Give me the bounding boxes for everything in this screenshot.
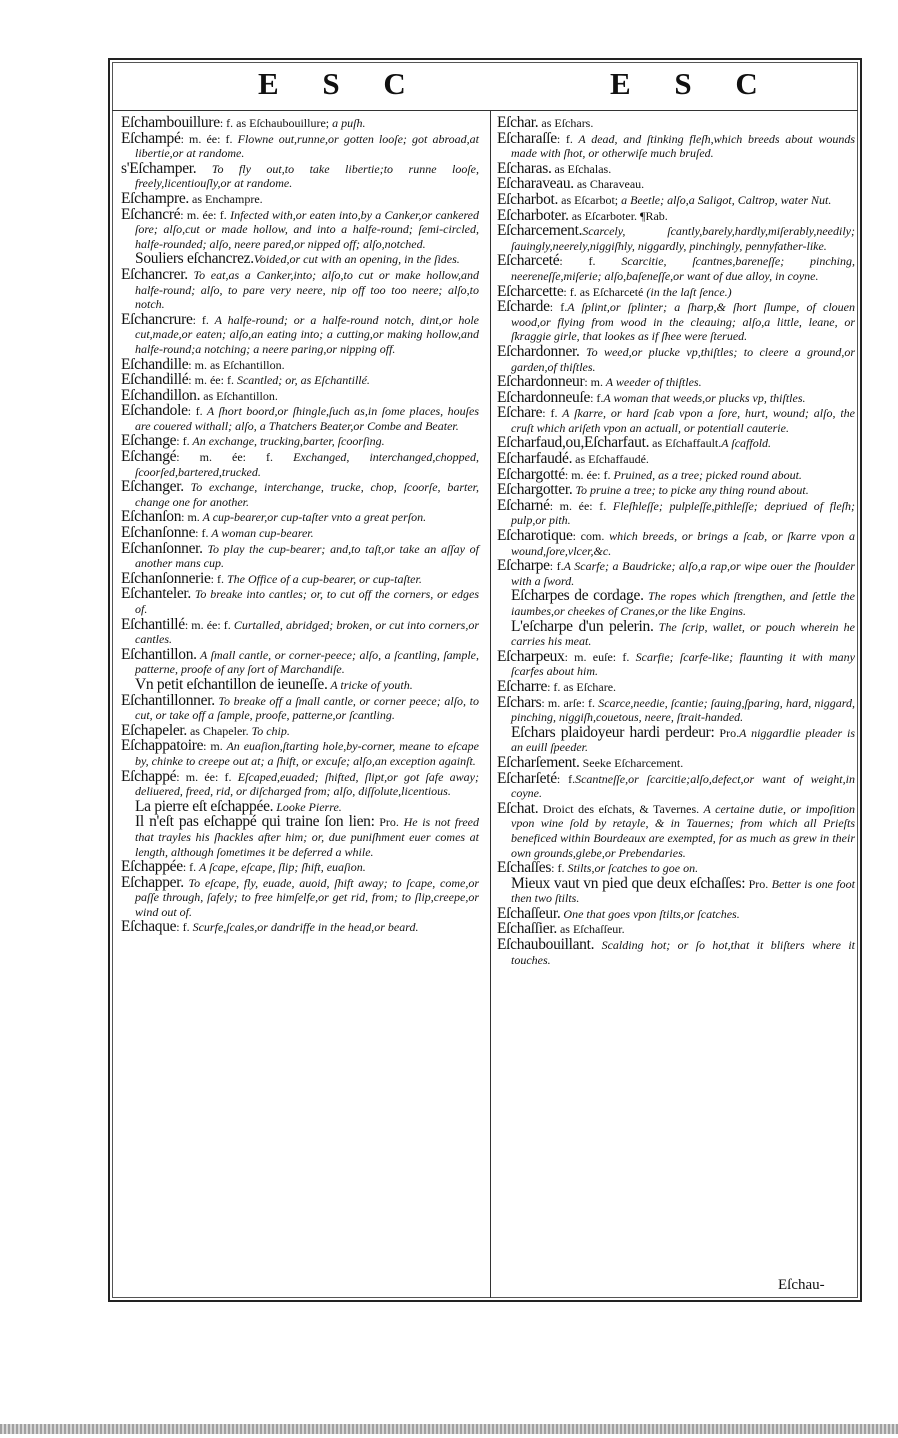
grammar-note: : f. — [549, 559, 564, 574]
definition: (in the laſt ſence.) — [643, 284, 732, 299]
dictionary-entry — [497, 617, 856, 649]
headword: Mieux vaut vn pied que deux eſchaſſes: — [511, 874, 746, 892]
definition: A ſplint,or ſplinter; a ſharp,& ſhort ſlumpe, of clouen wood,or flying from wood in the cleauing; alſo,a little, leane, or ſkraggie girle, that lookes as if ſhee were ſterued. — [511, 300, 855, 344]
headword: Eſchars plaidoyeur hardi perdeur: — [511, 723, 715, 741]
dictionary-entry — [497, 190, 855, 208]
definition: Scantled; or, as Eſchantillé. — [233, 373, 370, 388]
definition: A halfe-round; or a halfe-round notch, dint,or hole cut,made,or eaten; alſo,an eating into; a cutting,or making hollow,and halfe-round;a notching; a neere paring,or nipping off. — [135, 312, 479, 356]
dictionary-entry — [121, 569, 479, 587]
definition: Looke Pierre. — [273, 799, 342, 814]
headword: Eſcharde — [497, 298, 550, 316]
headword: Eſchaubouillant. — [497, 936, 595, 954]
definition: A Scarfe; a Baudricke; alſo,a rap,or wipe ouer the ſhoulder with a ſword. — [511, 559, 855, 588]
dictionary-entry — [121, 920, 479, 935]
headword: Eſchaque — [121, 918, 177, 936]
grammar-note: : f. — [195, 526, 209, 541]
grammar-note: : f. as Eſcharceté — [563, 284, 644, 299]
definition: A niggardlie pleader is an euill ſpeeder. — [511, 725, 855, 755]
right-column — [497, 116, 855, 968]
headword: Eſchardonner. — [497, 342, 580, 360]
headword: Eſchardonneuſe — [497, 388, 591, 406]
dictionary-entry — [497, 452, 855, 467]
grammar-note: as Chapeler. — [186, 723, 249, 738]
definition: To weed,or plucke vp,thiſtles; to cleere a ground,or garden,of thiſtles. — [511, 344, 855, 374]
header-rule — [112, 110, 858, 111]
dictionary-entry — [497, 861, 855, 876]
headword: Eſchancré — [121, 205, 181, 223]
grammar-note: as Eſcarboter. ¶Rab. — [568, 208, 668, 223]
dictionary-entry — [121, 691, 479, 723]
dictionary-entry — [121, 252, 479, 267]
dictionary-entry — [121, 265, 479, 312]
definition: To chip. — [248, 723, 290, 738]
headword: Eſchampé — [121, 129, 181, 147]
headword: Eſchanteler. — [121, 585, 191, 603]
grammar-note: : m. arſe: f. — [541, 695, 595, 710]
dictionary-entry — [121, 873, 479, 920]
definition: A dead, and ſtinking fleſh,which breeds about wounds made with ſhot, or otherwiſe much bruſed. — [511, 131, 855, 161]
dictionary-entry — [497, 300, 855, 344]
headword: s'Eſchamper. — [121, 159, 197, 177]
grammar-note: : m. ée: f. — [180, 207, 227, 222]
definition: Scarce,needie, ſcantie; ſauing,ſparing, hard, niggard, pinching, niggiſh,couetous, neere, ſtrait-handed. — [511, 695, 855, 725]
definition: Scarcitie, ſcantnes,bareneſſe; pinching, neereneſſe,miſerie; alſo,baſeneſſe,or want of due alloy, in coyne. — [511, 254, 855, 283]
grammar-note: as Charaveau. — [573, 177, 645, 192]
definition: a puſh. — [329, 116, 366, 130]
definition: A cup-bearer,or cup-taſter vnto a great perſon. — [199, 510, 427, 525]
dictionary-entry — [121, 587, 479, 616]
grammar-note: : m. ée: f. — [564, 467, 611, 482]
dictionary-entry — [121, 645, 479, 677]
column-rule — [490, 110, 491, 1298]
headword: Eſcharboter. — [497, 206, 569, 224]
grammar-note: as Eſchars. — [538, 116, 594, 130]
headword: Eſchanſonne — [121, 524, 196, 542]
definition: Scantneſſe,or ſcarcitie;alſo,defect,or want of weight,in coyne. — [511, 771, 855, 801]
dictionary-entry — [497, 406, 855, 435]
dictionary-entry — [121, 797, 479, 815]
headword: Eſchampre. — [121, 189, 190, 207]
dictionary-entry — [497, 922, 855, 937]
dictionary-entry — [497, 177, 855, 192]
headword: Eſchapper. — [121, 873, 184, 891]
headword: Eſcharcette — [497, 282, 564, 300]
dictionary-entry — [497, 799, 855, 860]
headword: Eſchanſonner. — [121, 539, 203, 557]
definition: A ſmall cantle, or corner-peece; alſo, a ſcantling, ſample, patterne, proofe of any ſort of Marchandiſe. — [135, 647, 479, 677]
headword: Vn petit eſchantillon de ieuneſſe. — [135, 675, 328, 693]
grammar-note: : f. — [176, 920, 190, 935]
definition: which breeds, or brings a ſcab, or ſkarre vpon a wound,ſore,vlcer,&c. — [511, 529, 855, 558]
dictionary-entry — [497, 693, 855, 725]
grammar-note: as Eſcarbot; — [558, 192, 619, 207]
definition: a Beetle; alſo,a Saligot, Caltrop, water Nut. — [618, 192, 832, 207]
dictionary-entry — [497, 465, 855, 483]
grammar-note: : m. ée: f. — [188, 373, 234, 388]
grammar-note: : f. — [542, 406, 558, 421]
grammar-note: as Enchampre. — [189, 191, 263, 206]
dictionary-entry — [497, 753, 855, 771]
headword: Eſchantillé — [121, 615, 185, 633]
headword: Eſchandille — [121, 355, 189, 373]
definition: To breake into cantles; or, to cut off the corners, or edges of. — [135, 587, 479, 616]
grammar-note: Pro. — [714, 725, 740, 740]
headword: Eſchargotté — [497, 465, 565, 483]
headword: Eſchange — [121, 432, 177, 450]
catchword: Eſchau- — [778, 1277, 825, 1293]
grammar-note: : m. ée: f. — [180, 131, 233, 146]
headword: Eſchappée — [121, 858, 183, 876]
definition: A ſcaffold. — [721, 436, 772, 451]
definition: To eſcape, fly, euade, auoid, ſhift away; to ſcape, come,or paſſe through, ſafely; to free himſelfe,or get rid, from; to ſlip,creepe,or wind out of. — [135, 875, 479, 919]
grammar-note: Pro. — [374, 815, 399, 830]
definition: A ſkarre, or hard ſcab vpon a ſore, hurt, wound; alſo, the cruſt which ariſeth vpon an actuall, or potentiall cauterie. — [511, 406, 855, 435]
headword: Eſchaſſes — [497, 859, 552, 877]
definition: A weeder of thiſtles. — [603, 375, 702, 390]
dictionary-entry — [497, 589, 855, 618]
definition: Curtalled, abridged; broken, or cut into corners,or cantles. — [135, 617, 479, 647]
dictionary-entry — [497, 206, 855, 224]
headword: Eſchanſon — [121, 508, 182, 526]
headword: Eſcharbot. — [497, 190, 559, 208]
headword: Eſcharſement. — [497, 753, 580, 771]
dictionary-entry — [497, 129, 855, 161]
dictionary-entry — [121, 615, 479, 647]
headword: Eſchapeler. — [121, 721, 187, 739]
headword: Eſchantillonner. — [121, 691, 215, 709]
definition: A woman that weeds,or plucks vp, thiſtles. — [603, 390, 806, 405]
dictionary-entry — [497, 529, 855, 558]
definition: To fly out,to take libertie;to runne looſe, freely,licentiouſly,or at randome. — [135, 161, 479, 191]
dictionary-entry — [497, 116, 855, 131]
dictionary-entry — [121, 675, 479, 693]
definition: He is not freed that trayles his ſhackles after him; or, due puniſhment euer comes at length, although ſometimes it be deferred a while. — [135, 815, 479, 859]
definition: One that goes vpon ſtilts,or ſcatches. — [560, 906, 740, 921]
headword: Eſcharfaud,ou,Eſcharfaut. — [497, 434, 650, 452]
definition: To exchange, interchange, trucke, chop, ſcoorſe, barter, change one for another. — [135, 480, 479, 509]
definition: Scurfe,ſcales,or dandriffe in the head,or beard. — [189, 920, 419, 935]
scan-edge — [0, 1424, 898, 1434]
definition: Exchanged, interchanged,chopped, ſcoorſed,bartered,trucked. — [135, 450, 479, 479]
dictionary-entry — [121, 404, 479, 433]
headword: Eſchanger. — [121, 478, 184, 496]
dictionary-entry — [497, 388, 855, 406]
headword: Eſcharpe — [497, 557, 550, 575]
grammar-note: : f. — [182, 860, 197, 875]
headword: L'eſcharpe d'un pelerin. — [511, 617, 654, 635]
dictionary-entry — [121, 205, 479, 252]
definition: Pruined, as a tree; picked round about. — [610, 467, 802, 482]
dictionary-entry — [121, 510, 479, 525]
definition: Stilts,or ſcatches to goe on. — [564, 861, 699, 876]
headword: Eſcharpes de cordage. — [511, 587, 644, 605]
grammar-note: as Eſchalas. — [551, 161, 612, 176]
grammar-note: : m. ée: f. — [176, 450, 274, 465]
grammar-note: : m. euſe: f. — [564, 649, 630, 664]
definition: Scalding hot; or ſo hot,that it bliſters where it touches. — [511, 938, 855, 967]
definition: A ſcape, eſcape, ſlip; ſhift, euaſion. — [196, 860, 366, 875]
dictionary-entry — [121, 539, 479, 571]
running-head-left: E S C — [258, 66, 424, 101]
dictionary-entry — [121, 480, 479, 509]
grammar-note: Pro. — [745, 876, 769, 891]
dictionary-entry — [121, 721, 479, 739]
grammar-note: : f. — [551, 861, 565, 876]
grammar-note: : f. — [210, 571, 224, 586]
headword: Eſchanſonnerie — [121, 569, 211, 587]
grammar-note: : f. as Eſchaubouillure; — [219, 116, 330, 130]
headword: Eſcharpeux — [497, 647, 565, 665]
grammar-note: Droict des eſchats, & Tavernes. — [538, 801, 700, 816]
definition: To eat,as a Canker,into; alſo,to cut or make hollow,and halfe-round; alſo, to pare very neere, nip off too too neere; alſo,to notch. — [135, 267, 479, 312]
grammar-note: : f. — [556, 771, 576, 786]
grammar-note: as Eſchantillon. — [200, 388, 278, 403]
headword: Eſcharceté — [497, 252, 560, 270]
dictionary-entry — [497, 496, 855, 528]
dictionary-entry — [497, 723, 855, 755]
headword: Eſchaſſier. — [497, 920, 557, 938]
running-head-right: E S C — [610, 66, 776, 101]
headword: Eſchat. — [497, 799, 539, 817]
definition: To pruine a tree; to picke any thing round about. — [572, 483, 809, 498]
grammar-note: : f. — [590, 390, 604, 405]
dictionary-entry — [121, 767, 479, 799]
definition: Infected with,or eaten into,by a Canker,or cankered ſore; alſo,cut or made hollow, and into a halfe-round; ſemi-circled, halfe-rounded; alſo, neere pared,or nipped off; alſo,notched. — [135, 207, 479, 251]
definition: Flowne out,runne,or gotten looſe; got abroad,at libertie,or at randome. — [135, 131, 479, 161]
dictionary-entry — [497, 282, 855, 300]
dictionary-entry — [121, 815, 479, 859]
definition: The ſcrip, wallet, or pouch wherein he carries his meat. — [511, 619, 856, 649]
definition: A ſhort boord,or ſhingle,ſuch as,in ſome places, houſes are couered withall; alſo, a Thatchers Beater,or Combe and Beater. — [135, 404, 479, 433]
grammar-note: : f. as Eſchare. — [547, 679, 617, 694]
headword: Eſchantillon. — [121, 645, 197, 663]
grammar-note: : f. — [559, 254, 596, 269]
dictionary-entry — [497, 938, 855, 967]
dictionary-entry — [497, 342, 855, 374]
headword: Eſcharaveau. — [497, 175, 574, 193]
definition: A certaine dutie, or impoſition vpon wine ſold by retayle, & in Tauernes; from which all Prieſts beneficed within Bourdeaux are exempted, for as much as grew in their own grounds,glebe,or Prebendaries. — [511, 801, 855, 860]
headword: Eſchappé — [121, 767, 177, 785]
headword: Il n'eſt pas eſchappé qui traine ſon lien: — [135, 813, 375, 831]
grammar-note: : m. ée: f. — [184, 617, 231, 632]
headword: Eſcharfaudé. — [497, 450, 573, 468]
grammar-note: : f. — [176, 434, 190, 449]
dictionary-entry — [497, 254, 855, 283]
headword: Eſcharné — [497, 496, 550, 514]
headword: Eſchar. — [497, 114, 539, 131]
headword: Eſchardonneur — [497, 373, 585, 391]
headword: Eſcharre — [497, 677, 548, 695]
dictionary-entry — [497, 647, 855, 679]
headword: Eſchargotter. — [497, 481, 573, 499]
dictionary-entry — [121, 739, 479, 768]
dictionary-entry — [497, 559, 855, 588]
grammar-note: : com. — [572, 529, 605, 544]
dictionary-entry — [497, 769, 855, 801]
definition: The ropes which ſtrengthen, and ſettle the iaumbes,or cheekes of Cranes,or the like Engins. — [511, 589, 855, 618]
grammar-note: : f. — [192, 312, 209, 327]
dictionary-entry — [121, 116, 479, 131]
grammar-note: : m. — [203, 739, 223, 754]
definition: A tricke of youth. — [327, 677, 413, 692]
definition: An exchange, trucking,barter, ſcoorſing. — [189, 434, 385, 449]
grammar-note: as Eſchaffaudé. — [572, 452, 649, 467]
grammar-note: : m. ée: f. — [549, 498, 607, 513]
headword: Eſchandillé — [121, 371, 189, 389]
definition: A woman cup-bearer. — [208, 526, 314, 541]
headword: Eſcharas. — [497, 159, 552, 177]
dictionary-entry — [121, 129, 479, 161]
dictionary-entry — [121, 355, 479, 373]
dictionary-entry — [121, 526, 479, 541]
dictionary-entry — [121, 159, 479, 191]
definition: Scarcely, ſcantly,barely,hardly,miſerably,needily; ſauingly,neerely,niggiſhly, niggardly, pinchingly, pennyfather-like. — [511, 224, 855, 253]
grammar-note: Seeke Eſcharcement. — [579, 755, 684, 770]
grammar-note: : m. — [181, 510, 200, 525]
dictionary-entry — [121, 386, 479, 404]
definition: Voided,or cut with an opening, in the ſides. — [253, 252, 460, 267]
dictionary-entry — [121, 450, 479, 479]
headword: Eſchars — [497, 693, 542, 711]
dictionary-entry — [121, 373, 479, 388]
headword: Eſcharotique — [497, 527, 573, 545]
dictionary-entry — [497, 224, 855, 253]
dictionary-entry — [121, 189, 479, 207]
dictionary-entry — [497, 483, 855, 498]
headword: Eſchaſſeur. — [497, 904, 561, 922]
headword: Eſcharaſſe — [497, 129, 557, 147]
headword: Eſchandole — [121, 402, 188, 420]
dictionary-entry — [497, 375, 855, 390]
grammar-note: : m. — [584, 375, 604, 390]
headword: Eſchancrer. — [121, 265, 188, 283]
dictionary-entry — [121, 310, 479, 357]
grammar-note: : f. — [556, 131, 573, 146]
grammar-note: as Eſchaffault. — [649, 436, 722, 451]
headword: La pierre eſt eſchappée. — [135, 797, 274, 815]
definition: To breake off a ſmall cantle, or corner peece; alſo, to cut, or take off a ſample, proofe, patterne,or ſcantling. — [135, 693, 479, 723]
headword: Eſchare — [497, 404, 543, 422]
headword: Eſchandillon. — [121, 386, 201, 404]
headword: Souliers eſchancrez. — [135, 250, 254, 268]
grammar-note: as Eſchaſſeur. — [556, 922, 625, 937]
headword: Eſcharſeté — [497, 769, 557, 787]
headword: Eſchancrure — [121, 310, 193, 328]
grammar-note: : f. — [549, 300, 568, 315]
definition: The Office of a cup-bearer, or cup-taſter. — [223, 571, 422, 586]
headword: Eſchappatoire — [121, 737, 204, 755]
dictionary-entry — [497, 874, 855, 906]
definition: Fleſhleſſe; pulpleſſe,pithleſſe; depriued of fleſh; pulp,or pith. — [511, 498, 855, 528]
dictionary-entry — [121, 434, 479, 449]
grammar-note: : m. ée: f. — [176, 769, 232, 784]
dictionary-entry — [497, 904, 855, 922]
definition: Eſcaped,euaded; ſhifted, ſlipt,or got ſafe away; deliuered, freed, rid, or diſcharged from; alſo, diſſolute,licentious. — [135, 769, 479, 799]
definition: Scarfie; ſcarfe-like; flaunting it with many ſcarfes about him. — [511, 649, 855, 679]
dictionary-entry — [121, 860, 479, 875]
headword: Eſchangé — [121, 448, 177, 466]
headword: Eſchambouillure — [121, 114, 220, 131]
headword: Eſcharcement. — [497, 222, 583, 240]
definition: Better is one foot then two ſtilts. — [511, 876, 855, 906]
dictionary-entry — [497, 159, 855, 177]
grammar-note: : m. as Eſchantillon. — [188, 357, 285, 372]
dictionary-entry — [497, 677, 855, 695]
definition: An euaſion,ſtarting hole,by-corner, meane to eſcape by, chinke to creepe out at; a ſhift, or excuſe; alſo,an exception againſt. — [135, 739, 479, 768]
grammar-note: : f. — [187, 404, 203, 419]
definition: To play the cup-bearer; and,to taſt,or take an aſſay of another mans cup. — [135, 541, 479, 571]
left-column — [121, 116, 479, 936]
dictionary-entry — [497, 436, 855, 451]
